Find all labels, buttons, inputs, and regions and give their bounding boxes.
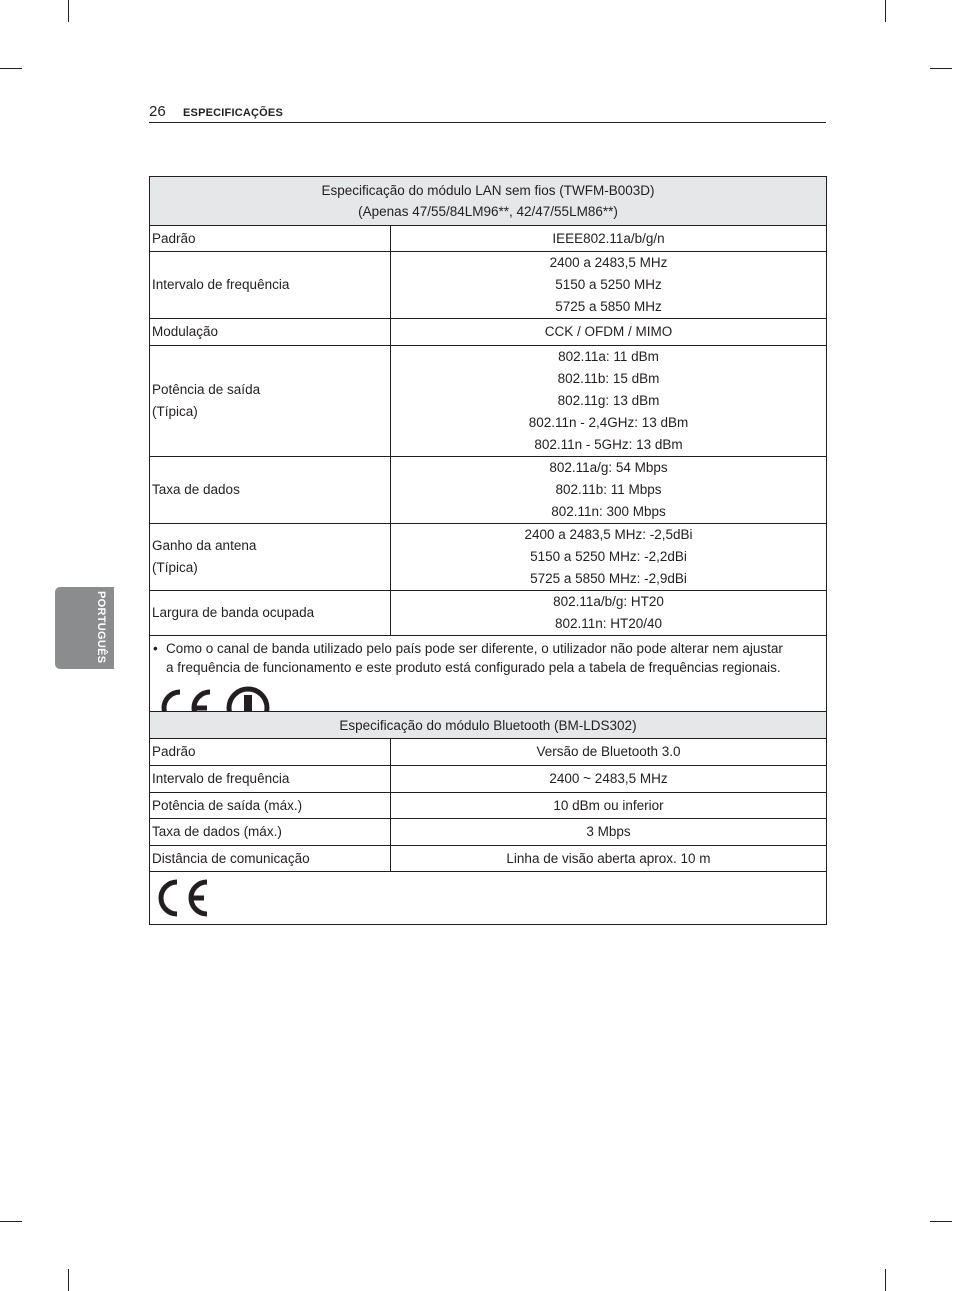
language-tab-label: PORTUGUÊS — [95, 591, 107, 664]
bluetooth-certification-marks — [150, 872, 827, 925]
row-label: Potência de saída (máx.) — [150, 793, 391, 819]
table-row — [150, 226, 827, 252]
row-label: Modulação — [150, 319, 391, 346]
language-tab — [55, 587, 114, 669]
table-row — [150, 766, 827, 793]
row-value: Linha de visão aberta aprox. 10 m — [391, 846, 827, 872]
row-value: 2400 a 2483,5 MHz 5150 a 5250 MHz 5725 a 5850 MHz — [391, 252, 827, 319]
row-label: Ganho da antena (Típica) — [150, 524, 391, 591]
row-value: CCK / OFDM / MIMO — [391, 319, 827, 346]
note-text-line: Como o canal de banda utilizado pelo país pode ser diferente, o utilizador não pode alterar nem ajustar — [166, 641, 783, 656]
table-row — [150, 319, 827, 346]
row-label: Taxa de dados — [150, 457, 391, 524]
table-row — [150, 591, 827, 636]
crop-mark — [885, 1269, 886, 1291]
table-row — [150, 252, 827, 319]
lan-table-title: Especificação do módulo LAN sem fios (TWFM-B003D) (Apenas 47/55/84LM96**, 42/47/55LM86**) — [150, 177, 827, 226]
note-bullet: • — [153, 641, 158, 656]
row-label: Taxa de dados (máx.) — [150, 819, 391, 846]
table-row — [150, 524, 827, 591]
row-value: IEEE802.11a/b/g/n — [391, 226, 827, 252]
ce-mark-icon — [153, 876, 213, 920]
row-value: 10 dBm ou inferior — [391, 793, 827, 819]
bluetooth-spec-table — [149, 711, 827, 925]
row-value: 3 Mbps — [391, 819, 827, 846]
table-row — [150, 819, 827, 846]
row-label: Potência de saída (Típica) — [150, 346, 391, 457]
table-row — [150, 739, 827, 766]
table-row — [150, 846, 827, 872]
row-label: Padrão — [150, 226, 391, 252]
note-text-line: a frequência de funcionamento e este produto está configurado pela a tabela de frequências regionais. — [166, 660, 781, 675]
lan-spec-table — [149, 176, 827, 736]
crop-mark — [68, 1269, 69, 1291]
row-label: Largura de banda ocupada — [150, 591, 391, 636]
row-value: Versão de Bluetooth 3.0 — [391, 739, 827, 766]
row-label: Intervalo de frequência — [150, 766, 391, 793]
crop-mark — [930, 1221, 952, 1222]
row-value: 2400 ~ 2483,5 MHz — [391, 766, 827, 793]
bluetooth-table-title: Especificação do módulo Bluetooth (BM-LDS302) — [150, 712, 827, 739]
section-title: ESPECIFICAÇÕES — [183, 107, 283, 119]
row-value: 802.11a/g: 54 Mbps 802.11b: 11 Mbps 802.11n: 300 Mbps — [391, 457, 827, 524]
crop-mark — [0, 1221, 22, 1222]
table-row — [150, 793, 827, 819]
crop-mark — [930, 68, 952, 69]
row-label: Intervalo de frequência — [150, 252, 391, 319]
page-header — [149, 100, 826, 123]
row-value: 802.11a: 11 dBm 802.11b: 15 dBm 802.11g: 13 dBm 802.11n - 2,4GHz: 13 dBm 802.11n - 5GHz: 13 dBm — [391, 346, 827, 457]
table-row — [150, 346, 827, 457]
row-value: 802.11a/b/g: HT20 802.11n: HT20/40 — [391, 591, 827, 636]
row-label: Padrão — [150, 739, 391, 766]
crop-mark — [68, 0, 69, 22]
row-value: 2400 a 2483,5 MHz: -2,5dBi 5150 a 5250 MHz: -2,2dBi 5725 a 5850 MHz: -2,9dBi — [391, 524, 827, 591]
row-label: Distância de comunicação — [150, 846, 391, 872]
crop-mark — [0, 68, 22, 69]
crop-mark — [885, 0, 886, 22]
page-number: 26 — [149, 103, 166, 120]
table-row — [150, 457, 827, 524]
